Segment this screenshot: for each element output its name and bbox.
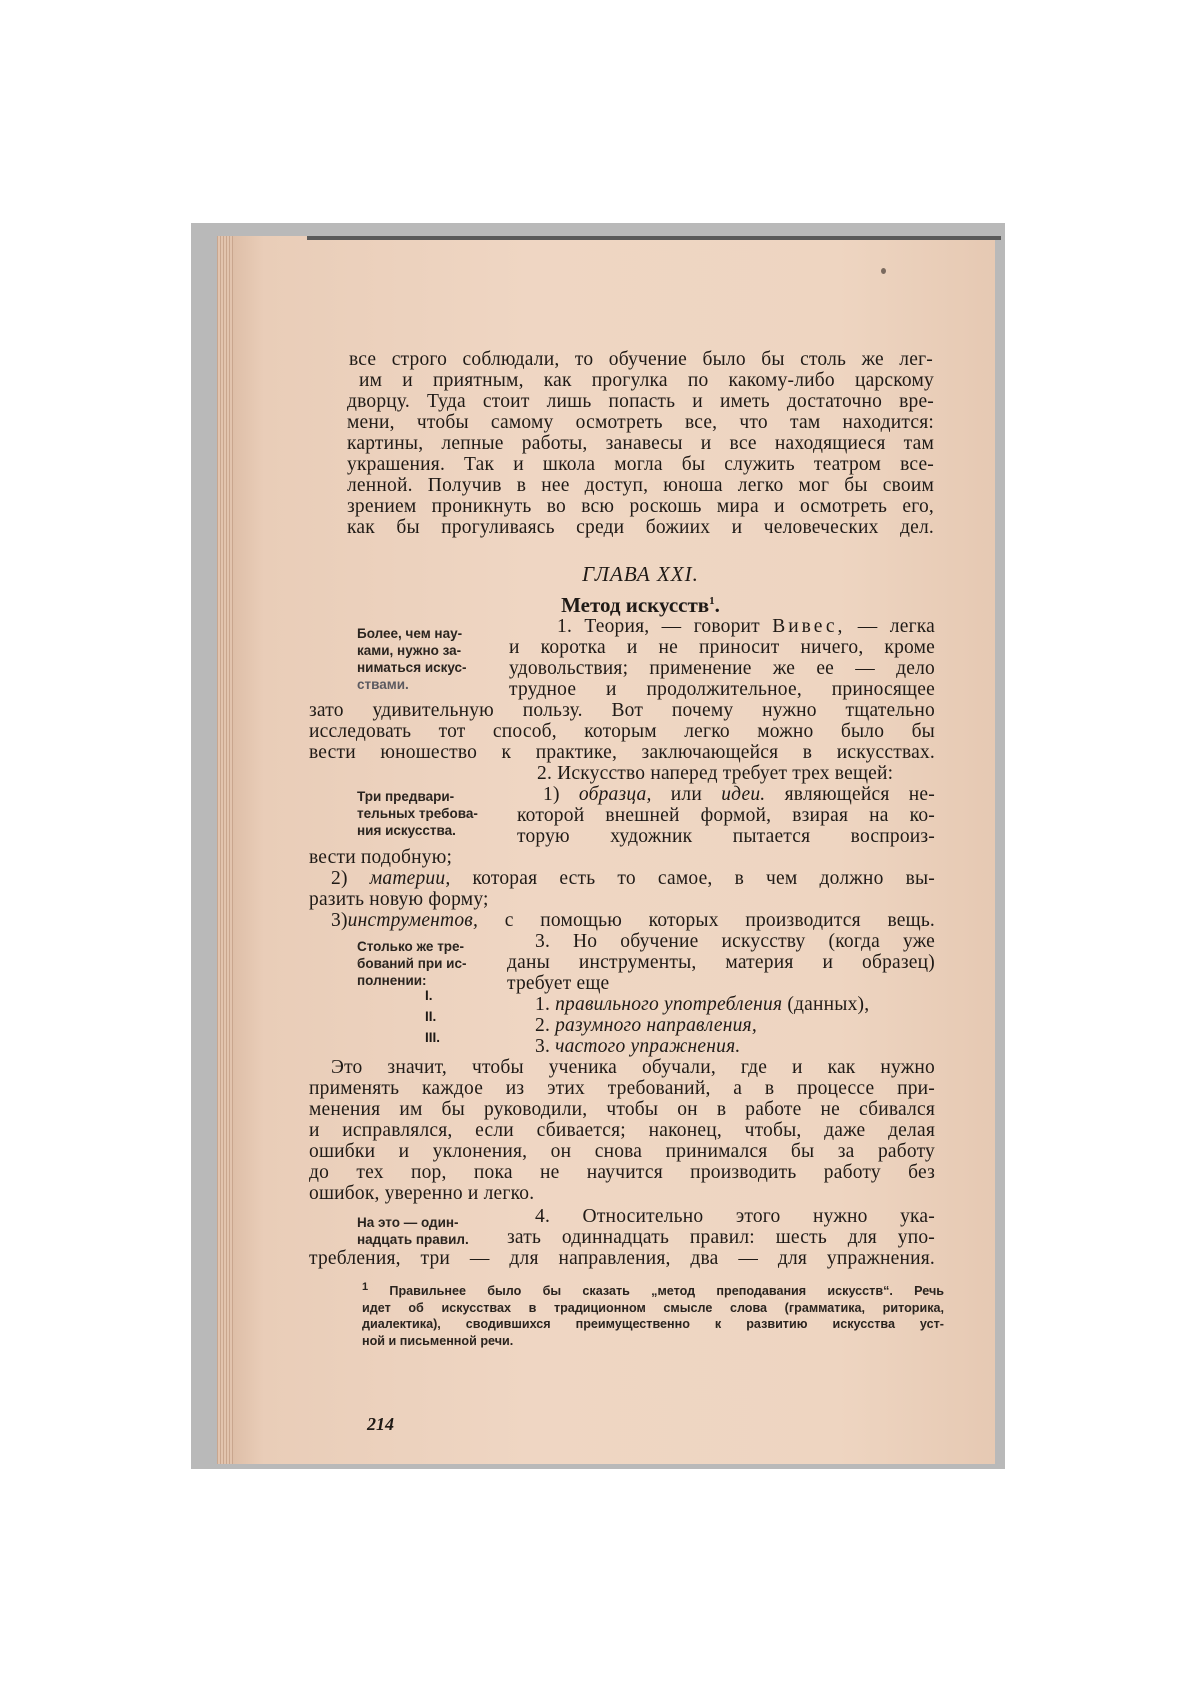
page-number: 214	[367, 1414, 394, 1434]
scan-background	[191, 223, 1005, 1469]
text-line: зрением проникнуть во всю роскошь мира и осмотреть его,	[347, 496, 934, 517]
text-line: ленной. Получив в нее доступ, юноша легко мог бы своим	[347, 475, 934, 496]
item-number: 3.	[535, 1036, 551, 1057]
footnote-ref: 1	[709, 595, 715, 607]
text-line: менения им бы руководили, чтобы он в работе не сбивался	[309, 1099, 935, 1120]
text-line: зато удивительную пользу. Вот почему нужно тщательно	[309, 700, 935, 721]
section1-lead	[535, 616, 935, 638]
item-term: образца,	[578, 784, 652, 805]
text-line: все строго соблюдали, то обучение было бы столь же лег-	[349, 349, 933, 370]
roman-numeral: II.	[425, 1009, 437, 1024]
text-line: трудное и продолжительное, приносящее	[509, 679, 935, 700]
text-line: мени, чтобы самому осмотреть все, что там находится:	[347, 412, 934, 433]
section3-item2	[535, 1015, 757, 1037]
footnote-line	[362, 1280, 944, 1300]
section1-lead-rest: — легка	[857, 616, 936, 637]
text-line: картины, лепные работы, занавесы и все находящиеся там	[347, 433, 934, 454]
sidenote-line: бований при ис-	[357, 956, 467, 971]
item-number: 1)	[543, 784, 560, 805]
text-line: как бы прогуливаясь среди божиих и человеческих дел.	[347, 517, 934, 538]
footnote-text: Правильнее было бы сказать „метод преподавания искусств“. Речь	[389, 1284, 944, 1298]
sidenote-line: ками, нужно за-	[357, 643, 462, 658]
text-line: применять каждое из этих требований, а в процессе при-	[309, 1078, 935, 1099]
footnote-line: идет об искусствах в традиционном смысле слова (грамматика, риторика,	[362, 1300, 944, 1315]
item-term: идеи.	[721, 784, 766, 805]
text-line: и коротка и не приносит ничего, кроме	[509, 637, 935, 658]
text-line: вести подобную;	[309, 847, 453, 868]
sidenote-line: ниматься искус-	[357, 660, 467, 675]
sidenote-three-requirements	[357, 788, 537, 839]
item-text: или	[670, 784, 702, 805]
chapter-title: ГЛАВА XXI.	[582, 562, 699, 586]
item-term: инструментов,	[347, 910, 479, 931]
text-line: им и приятным, как прогулка по какому-либо царскому	[359, 370, 934, 391]
item-term: правильного употребления	[555, 994, 783, 1015]
text-line: до тех пор, пока не научится производить работу без	[309, 1162, 935, 1183]
text-line: украшения. Так и школа могла бы служить театром все-	[347, 454, 934, 475]
item-term: частого упражнения.	[555, 1036, 741, 1057]
item-number: 3)	[331, 910, 348, 931]
chapter-subtitle-text: Метод искусств	[561, 593, 710, 617]
section2-item2	[331, 868, 935, 890]
footnote	[362, 1280, 944, 1349]
item-term: материи,	[369, 868, 451, 889]
text-line: ошибок, уверенно и легко.	[309, 1183, 535, 1204]
text-line: ошибки и уклонения, он снова принимался бы за работу	[309, 1141, 935, 1162]
text-line: даны инструменты, материя и образец)	[507, 952, 935, 973]
sidenote-line: ствами.	[357, 677, 409, 692]
text-line: и исправлялся, если сбивается; наконец, чтобы, даже делая	[309, 1120, 935, 1141]
section3-item1	[535, 994, 869, 1016]
sidenote-line: полнении:	[357, 973, 427, 988]
book-page	[217, 236, 995, 1464]
text-line: дворцу. Туда стоит лишь попасть и иметь достаточно вре-	[347, 391, 934, 412]
item-number: 2)	[331, 868, 348, 889]
section4-lead: 4. Относительно этого нужно ука-	[535, 1206, 935, 1227]
text-line: вести юношество к практике, заключающейся в искусствах.	[309, 742, 935, 763]
item-number: 2.	[535, 1015, 551, 1036]
sidenote-line: Более, чем нау-	[357, 626, 463, 641]
sidenote-line: На это — один-	[357, 1215, 459, 1230]
author-name: Вивес,	[772, 616, 846, 637]
text-line: разить новую форму;	[309, 889, 489, 910]
sidenote-line: надцать правил.	[357, 1232, 469, 1247]
section1-lead-text: 1. Теория, — говорит	[557, 616, 760, 637]
sidenote-line: Три предвари-	[357, 789, 455, 804]
footnote-line: диалектика), сводившихся преимущественно к развитию искусства уст-	[362, 1317, 944, 1331]
item-term: разумного направления,	[555, 1015, 757, 1036]
section2-lead: 2. Искусство наперед требует трех вещей:	[537, 763, 894, 784]
item-text: (данных),	[787, 994, 870, 1015]
section3-item3	[535, 1036, 740, 1058]
text-line: удовольствия; применение же ее — дело	[509, 658, 935, 679]
roman-numeral: III.	[425, 1030, 441, 1045]
item-number: 1.	[535, 994, 551, 1015]
section2-item1	[543, 784, 935, 806]
top-border-line	[307, 236, 1001, 240]
ink-speck	[881, 268, 886, 274]
text-line: которой внешней формой, взирая на ко-	[517, 805, 935, 826]
footnote-line: ной и письменной речи.	[362, 1333, 514, 1348]
text-line: торую художник пытается воспроиз-	[517, 826, 935, 847]
text-line: исследовать тот способ, которым легко можно было бы	[309, 721, 935, 742]
item-text: с помощью которых производится вещь.	[504, 910, 936, 931]
footnote-mark: 1	[362, 1280, 369, 1293]
sidenote-line: ния искусства.	[357, 823, 456, 838]
item-text: которая есть то самое, в чем должно вы-	[472, 868, 935, 889]
roman-numeral: I.	[425, 988, 433, 1003]
section2-item3	[331, 910, 935, 932]
section3-lead: 3. Но обучение искусству (когда уже	[535, 931, 935, 952]
page-edge	[217, 236, 233, 1464]
text-line: Это значит, чтобы ученика обучали, где и как нужно	[331, 1057, 935, 1078]
item-text: являющейся не-	[784, 784, 935, 805]
text-line: требления, три — для направления, два — для упражнения.	[309, 1248, 935, 1269]
sidenote-line: Столько же тре-	[357, 939, 465, 954]
text-line: зать одиннадцать правил: шесть для упо-	[507, 1227, 935, 1248]
chapter-subtitle: Метод искусств$^1$.	[561, 593, 720, 617]
sidenote-line: тельных требова-	[357, 806, 478, 821]
text-line: требует еще	[507, 973, 610, 994]
